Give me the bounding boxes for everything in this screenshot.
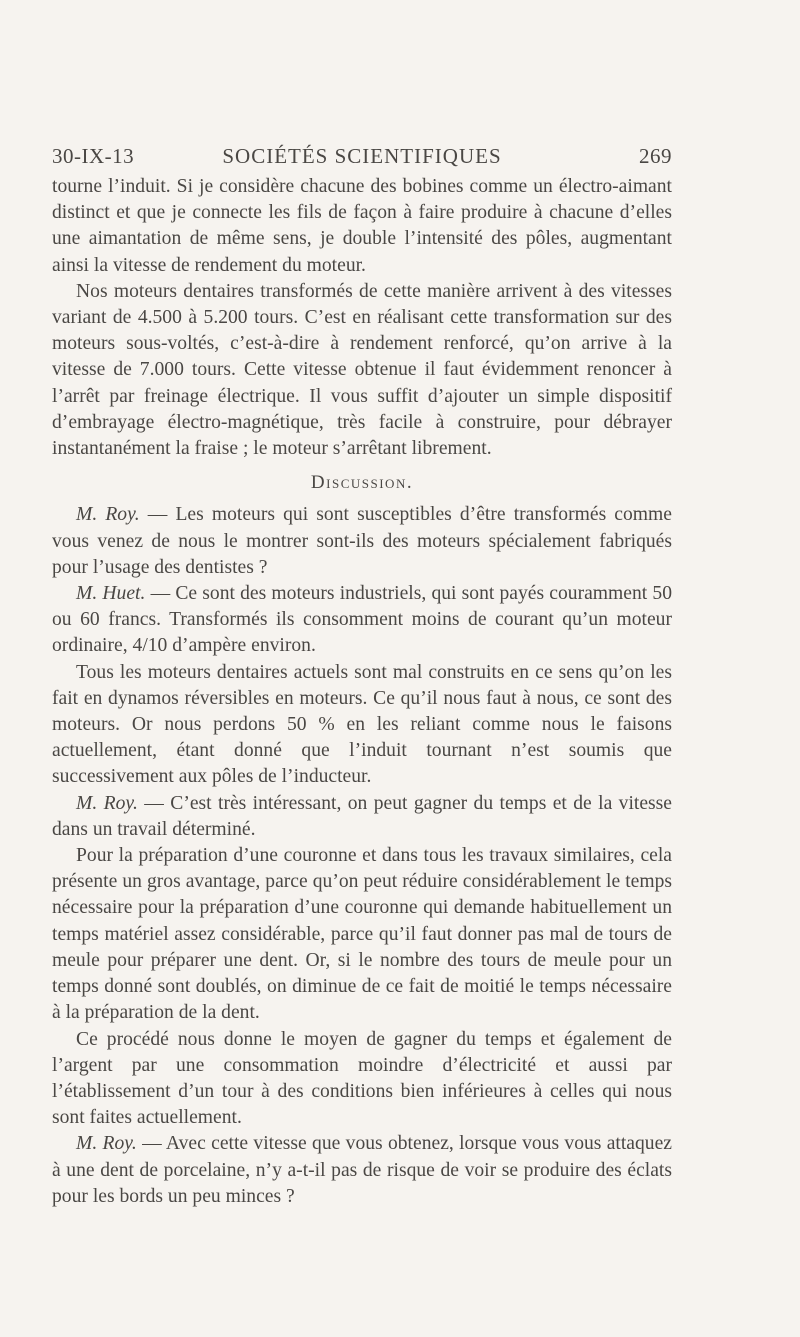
discussion-paragraph: [52, 1131, 672, 1210]
discussion-paragraph: [52, 843, 672, 1026]
journal-section-title: SOCIÉTÉS SCIENTIFIQUES: [222, 144, 502, 168]
paragraph-text: — Ce sont des moteurs industriels, qui sont payés couramment 50 ou 60 francs. Transformés ils consomment moins de courant qu’un moteur ordinaire, 4/10 d’ampère environ.: [52, 583, 672, 657]
speaker-name: M. Roy.: [76, 504, 140, 526]
discussion-paragraph: [52, 581, 672, 660]
speaker-name: M. Roy.: [76, 1133, 137, 1155]
paragraph: [52, 174, 672, 279]
running-head: [52, 138, 672, 174]
paragraph-text: Nos moteurs dentaires transformés de cette manière arrivent à des vitesses variant de 4.500 à 5.200 tours. C’est en réalisant cette transformation sur des moteurs sous-voltés, c’est-à-dire à rendement renforcé, qu’on arrive à la vitesse de 7.000 tours. Cette vitesse obtenue il faut évidemment renoncer à l’arrêt par freinage électrique. Il vous suffit d’ajouter un simple dispositif d’embrayage électro-magnétique, très facile à construire, pour débrayer instantanément la fraise ; le moteur s’arrêtant librement.: [52, 280, 672, 460]
discussion-heading: Discussion.: [310, 472, 414, 494]
paragraph-text: tourne l’induit. Si je considère chacune des bobines comme un électro-aimant distinct et que je connecte les fils de façon à faire produire à chacune d’elles une aimantation de même sens, je double l’intensité des pôles, augmentant ainsi la vitesse de rendement du moteur.: [52, 176, 672, 276]
discussion-paragraph: [52, 502, 672, 581]
paragraph-text: — C’est très intéressant, on peut gagner du temps et de la vitesse dans un travail déterminé.: [52, 792, 672, 840]
speaker-name: M. Roy.: [76, 792, 138, 814]
paragraph-text: — Avec cette vitesse que vous obtenez, lorsque vous vous attaquez à une dent de porcelaine, n’y a-t-il pas de risque de voir se produire des éclats pour les bords un peu minces ?: [52, 1133, 672, 1207]
speaker-name: M. Huet.: [76, 583, 146, 605]
page: [52, 138, 672, 1210]
paragraph: [52, 279, 672, 462]
issue-date: 30-IX-13: [52, 144, 135, 168]
discussion-paragraph: [52, 791, 672, 843]
discussion-paragraph: [52, 660, 672, 791]
paragraph-text: — Les moteurs qui sont susceptibles d’être transformés comme vous venez de nous le montrer sont-ils des moteurs spécialement fabriqués pour l’usage des dentistes ?: [52, 504, 672, 578]
paragraph-text: Ce procédé nous donne le moyen de gagner du temps et également de l’argent par une consommation moindre d’électricité et aussi par l’établissement d’un tour à des conditions bien inférieures à celles qui nous sont faites actuellement.: [52, 1028, 672, 1129]
paragraph-text: Tous les moteurs dentaires actuels sont mal construits en ce sens qu’on les fait en dynamos réversibles en moteurs. Ce qu’il nous faut à nous, ce sont des moteurs. Or nous perdons 50 % en les reliant comme nous le faisons actuellement, étant donné que l’induit tournant n’est soumis que successivement aux pôles de l’inducteur.: [52, 661, 672, 788]
paragraph-text: Pour la préparation d’une couronne et dans tous les travaux similaires, cela présente un gros avantage, parce qu’on peut réduire considérablement le temps nécessaire pour la préparation d’une couronne qui demande habituellement un temps matériel assez considérable, parce qu’il faut donner pas mal de tours de meule pour préparer une dent. Or, si le nombre des tours de meule pour un temps donné sont doublés, on diminue de ce fait de moitié le temps nécessaire à la préparation de la dent.: [52, 845, 672, 1024]
discussion-paragraph: [52, 1027, 672, 1132]
page-number: 269: [639, 144, 672, 168]
body-text: [52, 174, 672, 1210]
